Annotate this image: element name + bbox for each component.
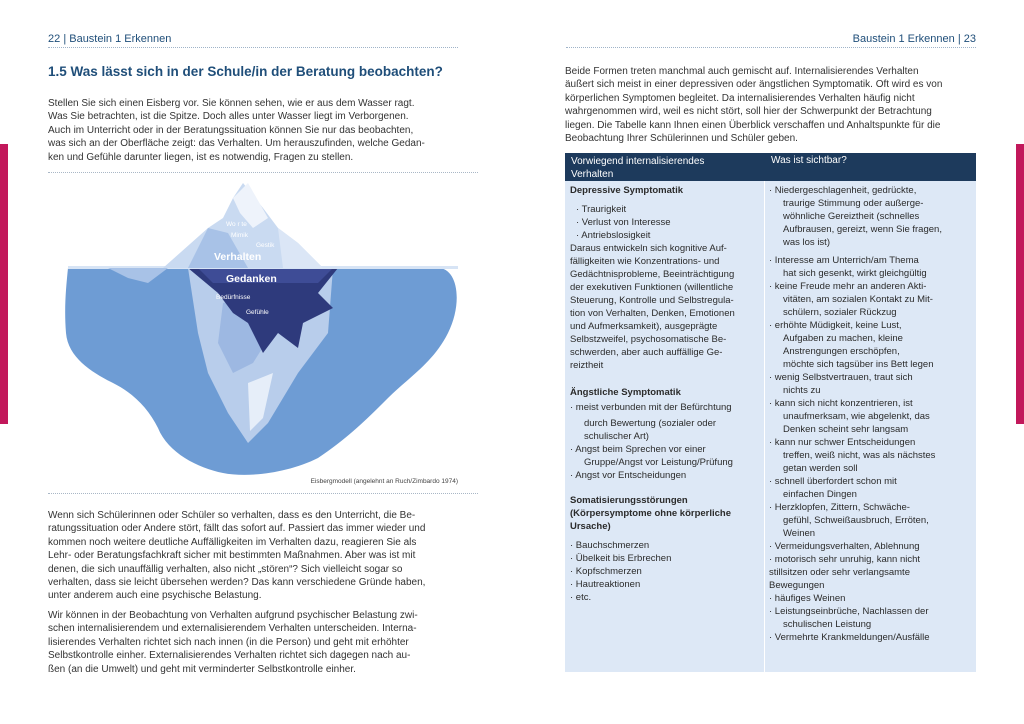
visible-line: · kann nur schwer Entscheidungen: [769, 437, 916, 448]
right-accent-bar: [1016, 144, 1024, 424]
visible-line: Anstrengungen erschöpfen,: [783, 346, 900, 357]
visible-line: vitäten, am sozialen Kontakt zu Mit-: [783, 294, 933, 305]
tip-word-mimik: Mimik: [231, 232, 248, 239]
right-running-head: Baustein 1 Erkennen | 23: [852, 33, 976, 45]
visible-line: Denken scheint sehr langsam: [783, 424, 909, 435]
list-item: · Traurigkeit: [576, 204, 627, 215]
visible-line: schulischen Leistung: [783, 619, 872, 630]
visible-line: gefühl, Schweißausbruch, Erröten,: [783, 515, 929, 526]
visible-line: hat sich gesenkt, wirkt gleichgültig: [783, 268, 927, 279]
visible-line: getan werden soll: [783, 463, 858, 474]
visible-line: · Vermeidungsverhalten, Ablehnung: [769, 541, 920, 552]
visible-line: traurige Stimmung oder außerge-: [783, 198, 924, 209]
list-item: · Übelkeit bis Erbrechen: [570, 553, 672, 564]
dep-text-line: der exekutiven Funktionen (willentliche: [570, 282, 734, 293]
table-header: [565, 153, 976, 181]
visible-line: · keine Freude mehr an anderen Akti-: [769, 281, 927, 292]
anx-line: · meist verbunden mit der Befürchtung: [570, 402, 732, 413]
anx-line: · Angst beim Sprechen vor einer: [570, 444, 706, 455]
table-header-col2: Was ist sichtbar?: [771, 155, 847, 166]
tip-word-worte: Wo r te: [226, 221, 247, 228]
visible-line: · Interesse am Unterrich/am Thema: [769, 255, 919, 266]
right-head-rule: [566, 47, 976, 48]
right-page: [512, 0, 1024, 724]
right-intro-paragraph: Beide Formen treten manchmal auch gemischt auf. Internalisierendes Verhalten äußert sich meist in einer depressiven oder ängstlichen Symptomatik. Oft wird es von körperlichen Symptomen begleitet. Da internalisierendes Verhalten häufig nicht wahrgenommen wird, weil es nicht stört, soll hier der Schwerpunkt der Betrachtung liegen. Die Tabelle kann Ihnen einen Überblick verschaffen und Anhaltspunkte für die Beobachtung Ihrer Schülerinnen und Schüler geben.: [565, 66, 943, 145]
thoughts-label-gedanken: Gedanken: [226, 273, 277, 285]
visible-line: treffen, weiß nicht, was als nächstes: [783, 450, 936, 461]
visible-line: · Vermehrte Krankmeldungen/Ausfälle: [769, 632, 930, 643]
tip-word-gestik: Gestik: [256, 242, 275, 249]
intro-paragraph: Stellen Sie sich einen Eisberg vor. Sie können sehen, wie er aus dem Wasser ragt. Was Sie betrachten, ist die Spitze. Doch alles unter Wasser liegt im Verborgenen. Auch im Unterricht oder in der Beratungssituation können Sie nur das beobachten, was sich an der Oberfläche zeigt: das Verhalten. Um herauszufinden, welche Gedan- ken und Gefühle darunter liegen, ist es notwendig, Fragen zu stellen.: [48, 98, 425, 163]
visible-line: Aufbrausen, gereizt, wenn Sie fragen,: [783, 224, 942, 235]
dep-text-line: Selbstzweifel, psychosomatische Be-: [570, 334, 727, 345]
anx-line: · Angst vor Entscheidungen: [570, 470, 687, 481]
visible-line: einfachen Dingen: [783, 489, 857, 500]
left-head-rule: [48, 47, 458, 48]
figure-caption: Eisbergmodell (angelehnt an Ruch/Zimbardo 1974): [310, 478, 458, 485]
visible-line: wöhnliche Gereiztheit (schnelles: [783, 211, 920, 222]
table-col2: [769, 184, 974, 644]
dep-text-line: fälligkeiten wie Konzentrations- und: [570, 256, 720, 267]
left-running-head: 22 | Baustein 1 Erkennen: [48, 33, 172, 45]
right-running-head-title: Baustein 1 Erkennen: [852, 33, 955, 45]
visible-line: · wenig Selbstvertrauen, traut sich: [769, 372, 913, 383]
visible-line: · motorisch sehr unruhig, kann nicht: [769, 554, 921, 565]
visible-line: · erhöhte Müdigkeit, keine Lust,: [769, 320, 902, 331]
left-running-head-title: Baustein 1 Erkennen: [69, 33, 172, 45]
anxiety-title: Ängstliche Symptomatik: [570, 387, 681, 398]
visible-line: schülern, sozialer Rückzug: [783, 307, 897, 318]
visible-line: stillsitzen oder sehr verlangsamte: [769, 567, 910, 578]
depressive-title: Depressive Symptomatik: [570, 185, 683, 196]
visible-line: nichts zu: [783, 385, 821, 396]
visible-line: Bewegungen: [769, 580, 825, 591]
anx-line: durch Bewertung (sozialer oder: [584, 418, 717, 429]
paragraph-disturbance: Wenn sich Schülerinnen oder Schüler so verhalten, dass es den Unterricht, die Be- ratungssituation oder Andere stört, fällt das sofort auf. Passiert das immer wieder und kommen noch weitere deutliche Auffälligkeiten im Verhalten dazu, reagieren Sie als Lehr- oder Beratungsfachkraft sicher mit bestimmten Maßnahmen. Aber was ist mit denen, die sich unauffällig verhalten, also nicht „stören“? Sich vielleicht sogar so verhalten, dass sie leicht übersehen werden? Das kann verschiedene Gründe haben, unter anderem auch eine psychische Belastung.: [48, 510, 426, 602]
visible-line: möchte sich tagsüber ins Bett legen: [783, 359, 934, 370]
visible-line: was los ist): [783, 237, 830, 248]
table-column-divider: [764, 181, 765, 672]
visible-line: · Herzklopfen, Zittern, Schwäche-: [769, 502, 910, 513]
dep-text-line: tion von Verhalten, Denken, Emotionen: [570, 308, 735, 319]
list-item: · etc.: [570, 592, 592, 603]
list-item: · Hautreaktionen: [570, 579, 641, 590]
visible-line: · häufiges Weinen: [769, 593, 846, 604]
anx-line: Gruppe/Angst vor Leistung/Prüfung: [584, 457, 733, 468]
left-page-number: 22: [48, 33, 61, 45]
dep-text-line: Steuerung, Kontrolle und Selbstregula-: [570, 295, 734, 306]
iceberg-figure: [48, 172, 478, 494]
symptom-table: [565, 153, 976, 672]
paragraph-internalizing: Wir können in der Beobachtung von Verhalten aufgrund psychischer Belastung zwi- schen internalisierendem und externalisierendem Verhalten unterscheiden. Interna- lisierendes Verhalten richtet sich nach innen (in die Person) und geht mit erhöhter Selbstkontrolle einher. Externalisierendes Verhalten richtet sich dagegen nach au- ßen (an die Umwelt) und geht mit verminderter Selbstkontrolle einher.: [48, 610, 418, 675]
dep-text-line: schwerden, aber auch auffällige Ge-: [570, 347, 723, 358]
visible-line: Weinen: [783, 528, 816, 539]
dep-text-line: und Aufmerksamkeit), ausgeprägte: [570, 321, 718, 332]
surface-label-verhalten: Verhalten: [214, 251, 262, 263]
visible-line: Aufgaben zu machen, kleine: [783, 333, 903, 344]
list-item: · Kopfschmerzen: [570, 566, 642, 577]
visible-line: · kann sich nicht konzentrieren, ist: [769, 398, 913, 409]
iceberg-illustration: [48, 173, 478, 495]
dep-text-line: Daraus entwickeln sich kognitive Auf-: [570, 243, 727, 254]
visible-line: · schnell überfordert schon mit: [769, 476, 897, 487]
dep-text-line: Gedächtnisprobleme, Beeinträchtigung: [570, 269, 735, 280]
right-page-number: 23: [963, 33, 976, 45]
deep-word-beduerfnisse: Bedürfnisse: [216, 294, 251, 301]
table-col1: [570, 184, 762, 604]
anx-line: schulischer Art): [584, 431, 649, 442]
left-accent-bar: [0, 144, 8, 424]
dep-text-line: reiztheit: [570, 360, 604, 371]
list-item: · Bauchschmerzen: [570, 540, 650, 551]
deep-word-gefuehle: Gefühle: [246, 309, 269, 316]
list-item: · Antriebslosigkeit: [576, 230, 651, 241]
list-item: · Verlust von Interesse: [576, 217, 671, 228]
visible-line: · Leistungseinbrüche, Nachlassen der: [769, 606, 929, 617]
section-title: 1.5 Was lässt sich in der Schule/in der Beratung beobachten?: [48, 64, 443, 79]
visible-line: · Niedergeschlagenheit, gedrückte,: [769, 185, 917, 196]
table-header-col1: Vorwiegend internalisierendes Verhalten: [571, 156, 705, 180]
somatization-title: Somatisierungsstörungen (Körpersymptome ohne körperliche Ursache): [570, 495, 732, 532]
visible-line: unaufmerksam, wie abgelenkt, das: [783, 411, 930, 422]
